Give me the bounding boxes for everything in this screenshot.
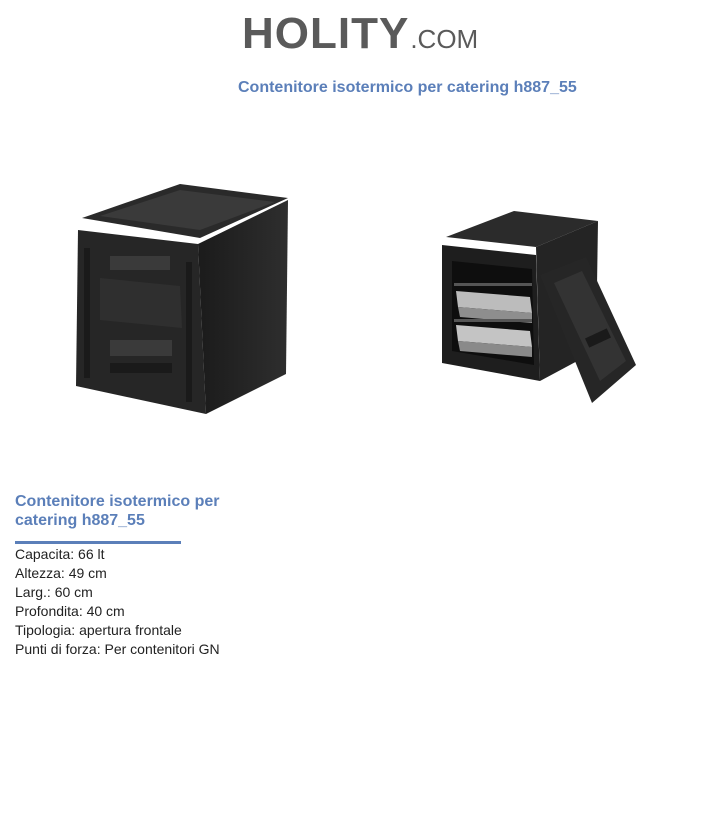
title-divider — [15, 541, 181, 544]
spec-width: Larg.: 60 cm — [15, 584, 93, 600]
product-title: Contenitore isotermico per catering h887_55 — [15, 493, 220, 529]
spec-type: Tipologia: apertura frontale — [15, 622, 182, 638]
spec-depth: Profondita: 40 cm — [15, 603, 125, 619]
closed-container-image — [70, 178, 292, 418]
logo-domain-text: .COM — [410, 24, 479, 54]
spec-height: Altezza: 49 cm — [15, 565, 107, 581]
open-container-image — [436, 205, 640, 405]
spec-capacity: Capacita: 66 lt — [15, 546, 105, 562]
page-title: Contenitore isotermico per catering h887_55 — [238, 79, 577, 96]
spec-strengths: Punti di forza: Per contenitori GN — [15, 641, 220, 657]
spec-list — [15, 545, 220, 659]
logo-main-text: HOLITY — [242, 9, 410, 58]
site-logo[interactable] — [242, 9, 479, 58]
